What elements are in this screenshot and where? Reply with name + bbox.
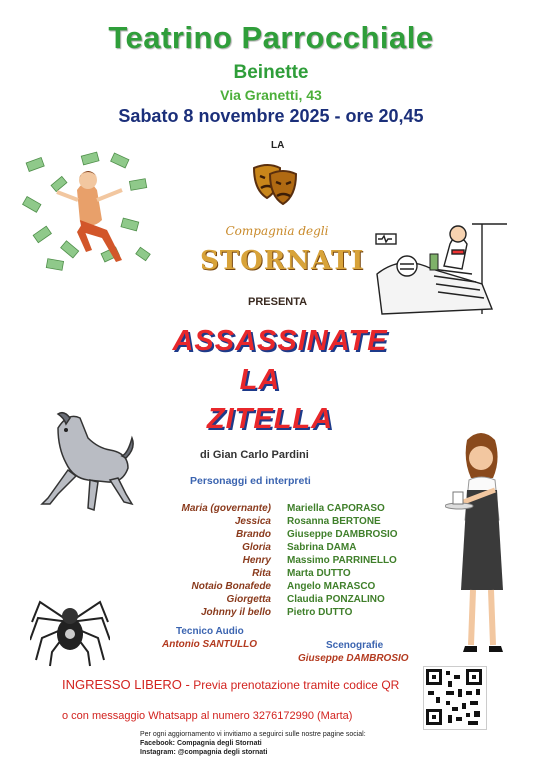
audio-tech-name: Antonio SANTULLO [162,639,257,650]
company-logo-line2: STORNATI [200,246,365,276]
cast-actor: Sabrina DAMA [287,542,357,553]
play-author: di Gian Carlo Pardini [200,449,309,461]
cast-role: Maria (governante) [181,503,271,514]
spider-illustration [30,582,110,667]
theatre-masks-icon [250,160,300,210]
free-entry-label: INGRESSO LIBERO - [62,677,190,692]
cast-actor: Pietro DUTTO [287,607,353,618]
play-title-line-1: ASSASSINATE [172,325,388,357]
cast-heading: Personaggi ed interpreti [190,475,311,487]
cast-actor: Mariella CAPORASO [287,503,385,514]
money-woman-illustration [22,150,152,280]
town-name: Beinette [233,62,309,83]
waitress-illustration [445,430,520,660]
cast-actor: Marta DUTTO [287,568,351,579]
cast-role: Rita [252,568,271,579]
company-logo-line1: Compagnia degli [225,224,329,238]
cast-actor: Giuseppe DAMBROSIO [287,529,398,540]
reservation-text: Previa prenotazione tramite codice QR [193,678,400,692]
cast-actor: Claudia PONZALINO [287,594,385,605]
presents-label: PRESENTA [248,296,308,308]
company-prefix: LA [271,140,285,151]
cast-actor: Massimo PARRINELLO [287,555,397,566]
event-date-time: Sabato 8 novembre 2025 - ore 20,45 [118,106,424,126]
audio-tech-label: Tecnico Audio [176,626,244,637]
whatsapp-line: o con messaggio Whatsapp al numero 3276172990 (Marta) [62,710,353,722]
free-entry-line [62,677,399,692]
hospital-patient-illustration [372,214,512,324]
scenography-name: Giuseppe DAMBROSIO [298,653,409,664]
kicking-horse-illustration [28,408,138,518]
theatre-name: Teatrino Parrocchiale [108,20,434,55]
cast-role: Gloria [242,542,271,553]
scenography-label: Scenografie [326,640,384,651]
cast-actor: Rosanna BERTONE [287,516,381,527]
street-address: Via Granetti, 43 [220,87,322,103]
cast-role: Giorgetta [226,594,271,605]
play-title-line-3: ZITELLA [206,403,334,435]
cast-actor: Angelo MARASCO [287,581,376,592]
cast-role: Henry [242,555,271,566]
social-block [140,730,366,757]
instagram-link: Instagram: @compagnia degli stornati [140,749,268,756]
social-intro: Per ogni aggiornamento vi invitiamo a seguirci sulle nostre pagine social: [140,731,366,738]
facebook-link: Facebook: Compagnia degli Stornati [140,740,262,747]
cast-role: Brando [236,529,271,540]
qr-code[interactable] [423,666,487,730]
cast-role: Notaio Bonafede [191,581,271,592]
play-title-line-2: LA [239,364,281,396]
cast-role: Johnny il bello [200,607,271,618]
cast-role: Jessica [234,516,271,527]
